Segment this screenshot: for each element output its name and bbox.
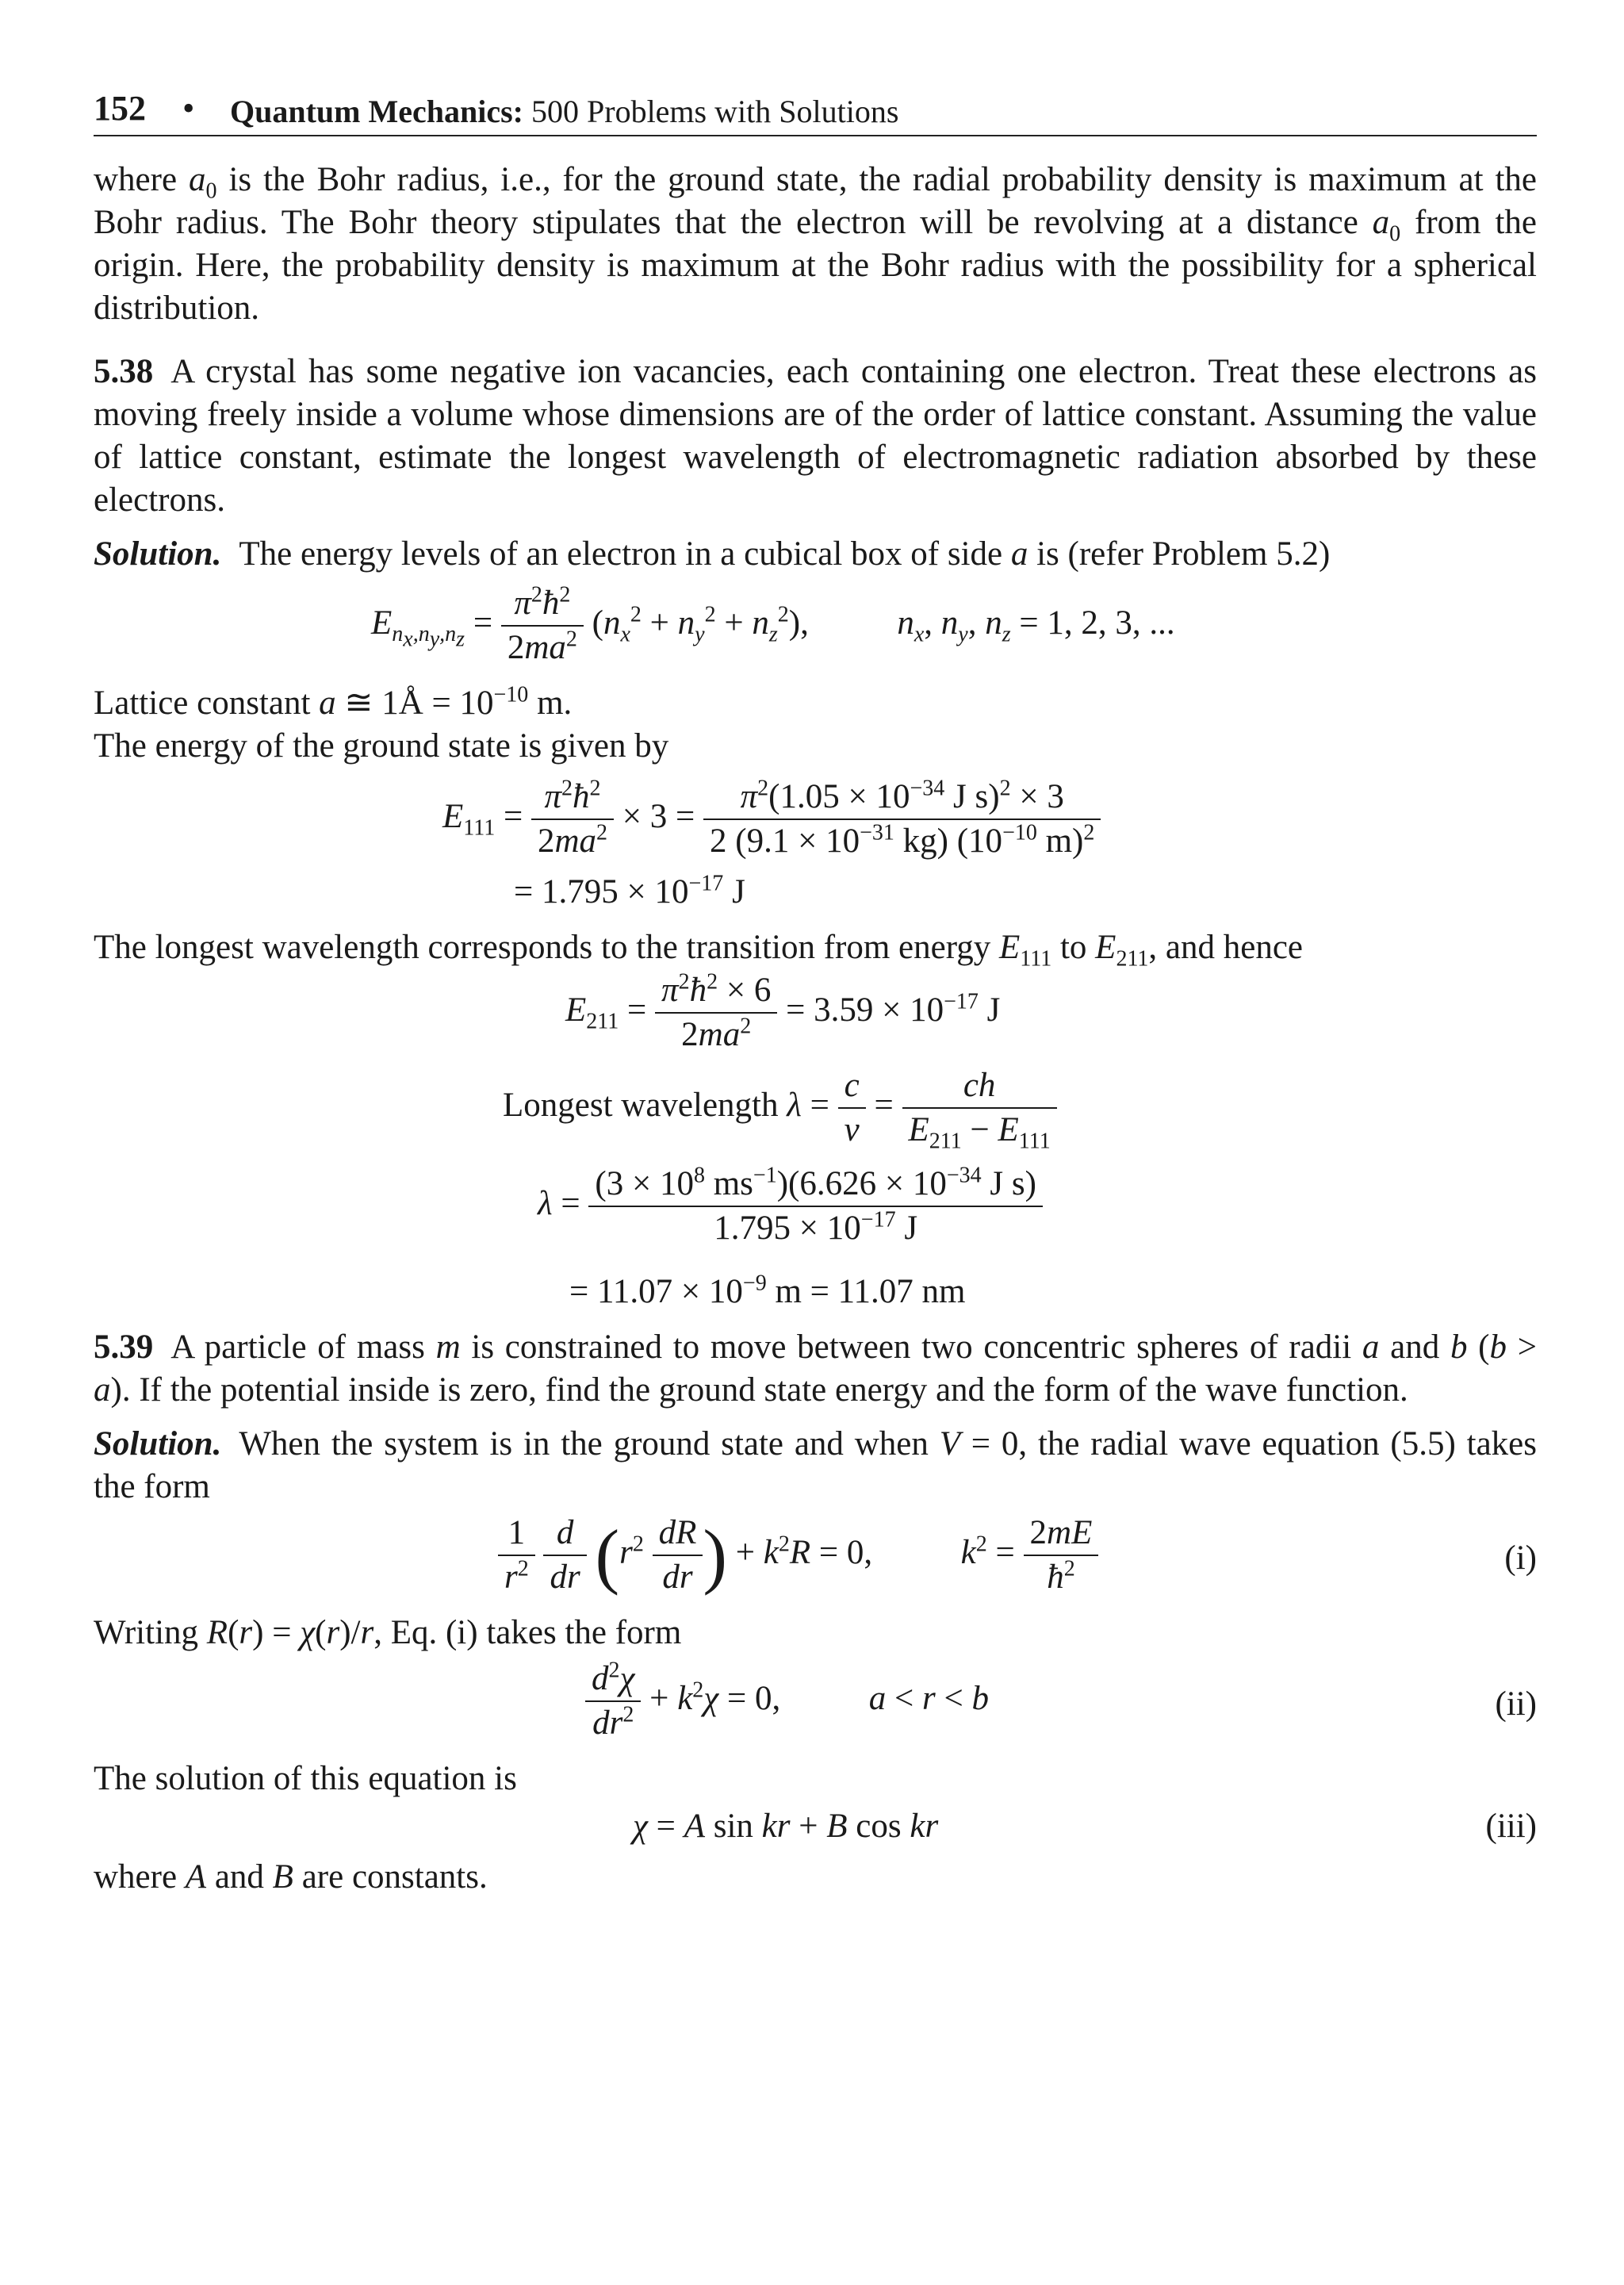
equation-e211: $E_{211}$ = $\frac{\pi^2ħ^2 \times 6}{2ma^2}$ = $3.59 \times 10^{-17}$ J: [565, 969, 1001, 1053]
header-bullet: •: [182, 89, 195, 128]
solution-of-line: The solution of this equation is: [94, 1760, 517, 1797]
equation-tag-i: (i): [1504, 1539, 1537, 1577]
intro-paragraph: where $a_0$ is the Bohr radius, i.e., for the ground state, the radial probability density is maximum at the Bohr radius. The Bohr theory stipulates that the electron will be revolving at a distance $a_0$ from the origin. Here, the probability density is maximum at the Bohr radius with the possibility for a spherical distribution.: [94, 161, 1537, 327]
equation-energy-levels: $E_{n_x,n_y,n_z}$ = $\frac{\pi^2ħ^2}{2ma^2}$ $(n_x^2 + n_y^2 + n_z^2)$, $n_x$, $n_y$, $n_z = 1$, 2, 3, ...: [371, 582, 1175, 666]
solution-5-38-intro: Solution. The energy levels of an electron in a cubical box of side a is (refer Problem 5.2): [94, 535, 1331, 573]
page-number: 152: [94, 89, 146, 128]
problem-number: 5.39: [94, 1328, 154, 1366]
lambda-result: = 11.07 × 10: [569, 1273, 743, 1310]
ground-state-line: The energy of the ground state is given by: [94, 727, 669, 765]
page: [94, 79, 1537, 1899]
equation-e111: $E_{111}$ = $\frac{\pi^2ħ^2}{2ma^2}$ × 3 = $\frac{\pi^2(1.05 \times 10^{-34} J s)^2 \times 3}{2 (9.1 \times 10^{-31} kg) (10^{-10} m)^2}$ = $1.795 \times 10^{-17}$ J: [94, 768, 1537, 926]
e111-result: = 1.795 × 10: [514, 873, 689, 911]
transition-line: The longest wavelength corresponds to the transition from energy $E_{111}$ to $E_{211}$, and hence: [94, 929, 1303, 972]
equation-tag-iii: (iii): [1485, 1808, 1537, 1845]
equation-longest-wavelength: Longest wavelength λ = $\frac{c}{\nu}$ = $\frac{ch}{E_{211} - E_{111}}$: [94, 1064, 1537, 1160]
running-header: [94, 79, 1537, 136]
equation-lambda-value: λ = $\frac{(3 \times 10^8 ms^{-1})(6.626 \times 10^{-34} J s)}{1.795 \times 10^{-17} J}$ = $11.07 \times 10^{-9}$ m = 11.07 nm: [94, 1160, 1537, 1326]
equation-i: $\frac{1}{r^2}$ $\frac{d}{dr}$ ($r^2$ $\frac{dR}{dr}$ ) + $k^2R = 0$, $k^2$ = $\frac{2mE}{ħ^2}$ (i): [94, 1509, 1537, 1612]
solution-5-39-intro: Solution. When the system is in the ground state and when V = 0, the radial wave equation (5.5) takes the form: [94, 1425, 1537, 1505]
solution-label: Solution.: [94, 1425, 222, 1463]
problem-5-39-statement: 5.39 A particle of mass m is constrained to move between two concentric spheres of radii a and b (b > a). If the potential inside is zero, find the ground state energy and the form of the wave function.: [94, 1328, 1537, 1409]
equation-iii: χ = A sin kr + B cos kr (iii): [94, 1800, 1537, 1856]
equation-ii: $\frac{d^2\chi}{dr^2}$ + $k^2\chi = 0$, a < r < b (ii): [94, 1654, 1537, 1758]
solution-label: Solution.: [94, 535, 222, 573]
book-title: Quantum Mechanics: 500 Problems with Solutions: [230, 94, 899, 129]
lattice-constant-line: Lattice constant a ≅ 1Å = $10^{-10}$ m.: [94, 682, 573, 722]
problem-number: 5.38: [94, 353, 154, 390]
equation-tag-ii: (ii): [1495, 1685, 1537, 1723]
problem-5-38-statement: 5.38 A crystal has some negative ion vacancies, each containing one electron. Treat these electrons as moving freely inside a volume whose dimensions are of the order of lattice constant. Assuming the value of lattice constant, estimate the longest wavelength of electromagnetic radiation absorbed by these electrons.: [94, 353, 1537, 519]
writing-line: Writing R(r) = χ(r)/r, Eq. (i) takes the form: [94, 1614, 682, 1651]
constants-line: where A and B are constants.: [94, 1858, 488, 1896]
